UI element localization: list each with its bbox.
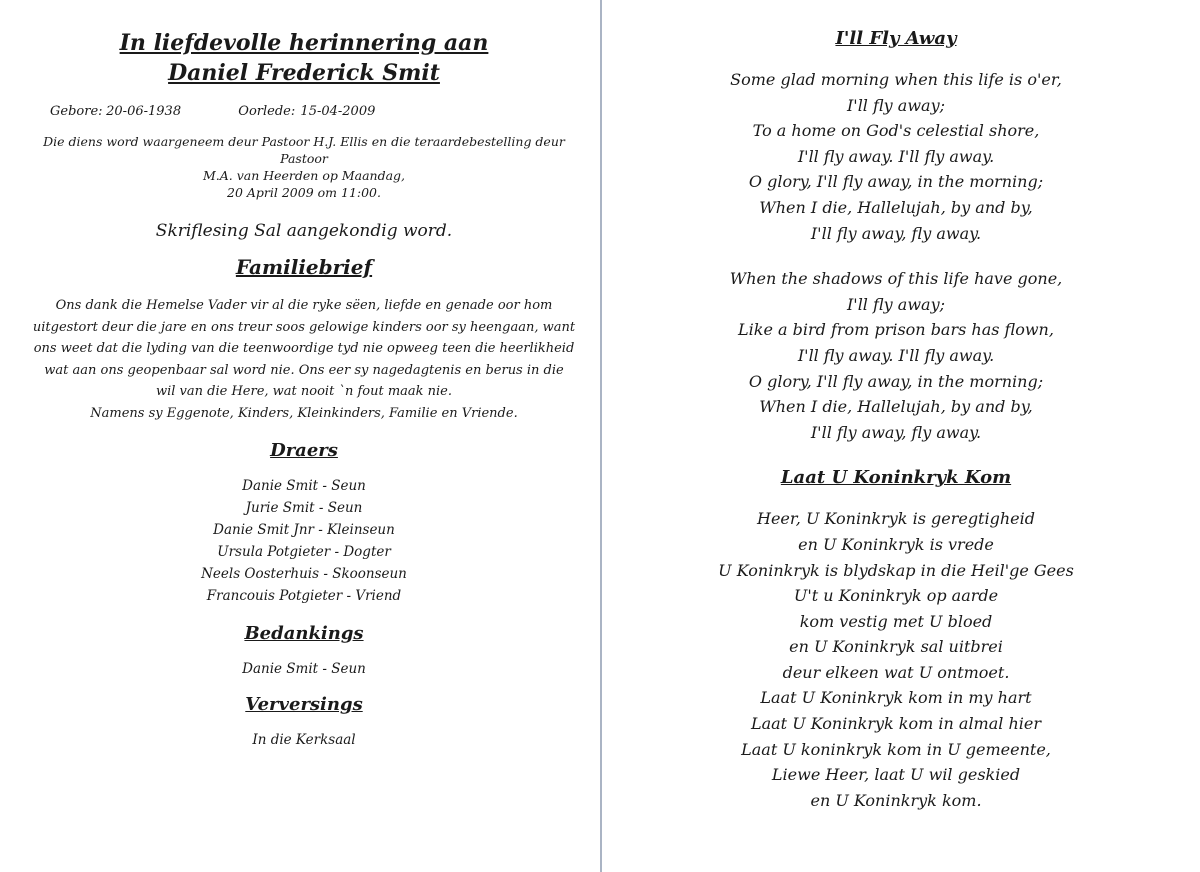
pallbearers-list <box>30 475 578 607</box>
list-item: Neels Oosterhuis - Skoonseun <box>201 566 407 582</box>
list-item: Francouis Potgieter - Vriend <box>206 588 402 604</box>
hymn1-verse1 <box>622 67 1170 246</box>
verse-line: I'll fly away. I'll fly away. <box>797 345 995 365</box>
family-letter-line: Ons dank die Hemelse Vader vir al die ryke sëen, liefde en genade oor hom <box>55 298 553 313</box>
verse-line: Laat U Koninkryk kom in my hart <box>760 688 1032 708</box>
scripture-note: Skriflesing Sal aangekondig word. <box>155 221 453 241</box>
verse-line: I'll fly away; <box>846 294 946 314</box>
verse-line: When the shadows of this life have gone, <box>729 269 1063 289</box>
died-date: 15-04-2009 <box>300 104 376 119</box>
list-item: Danie Smit - Seun <box>242 478 366 494</box>
verse-line: Heer, U Koninkryk is geregtigheid <box>757 509 1035 529</box>
verse-line: To a home on God's celestial shore, <box>752 121 1040 141</box>
verse-line: kom vestig met U bloed <box>799 611 993 631</box>
pallbearers-heading: Draers <box>270 440 338 461</box>
service-line: M.A. van Heerden op Maandag, <box>202 168 406 183</box>
verse-line: en U Koninkryk sal uitbrei <box>789 637 1003 657</box>
family-letter-line: uitgestort deur die jare en ons treur soos gelowige kinders oor sy heengaan, want <box>32 319 576 335</box>
verse-line: I'll fly away, fly away. <box>810 223 982 243</box>
list-item: Ursula Potgieter - Dogter <box>217 544 391 560</box>
born-label: Gebore: <box>50 104 103 119</box>
hymn1-verse2 <box>622 266 1170 445</box>
verse-line: Laat U koninkryk kom in U gemeente, <box>741 739 1051 759</box>
hymn2-title: Laat U Koninkryk Kom <box>780 467 1012 489</box>
family-letter-line: Namens sy Eggenote, Kinders, Kleinkinders, Familie en Vriende. <box>90 405 518 421</box>
verse-line: Like a bird from prison bars has flown, <box>738 320 1054 340</box>
memorial-title-line1: In liefdevolle herinnering aan <box>119 30 489 56</box>
verse-line: U Koninkryk is blydskap in die Heil'ge Gees <box>718 560 1074 580</box>
verse-line: Laat U Koninkryk kom in almal hier <box>750 714 1042 734</box>
service-details <box>30 133 578 201</box>
left-page <box>30 28 578 751</box>
verse-line: Liewe Heer, laat U wil geskied <box>771 765 1021 785</box>
verse-line: O glory, I'll fly away, in the morning; <box>748 371 1044 391</box>
verse-line: I'll fly away, fly away. <box>810 422 982 442</box>
hymn2-lyrics <box>622 506 1170 813</box>
page-fold-divider <box>600 0 602 872</box>
family-letter-body <box>30 295 578 424</box>
right-page <box>622 28 1170 813</box>
service-line: Die diens word waargeneem deur Pastoor H.J. Ellis en die teraardebestelling deur Pastoor <box>43 134 565 166</box>
verse-line: deur elkeen wat U ontmoet. <box>782 662 1010 682</box>
verse-line: en U Koninkryk kom. <box>810 790 982 810</box>
memorial-title <box>30 28 578 88</box>
verse-line: U't u Koninkryk op aarde <box>793 586 999 606</box>
life-dates <box>30 104 578 119</box>
thanks-heading: Bedankings <box>244 623 364 644</box>
hymn1-title: I'll Fly Away <box>835 28 957 49</box>
thanks-text: Danie Smit - Seun <box>242 661 366 677</box>
refreshments-text: In die Kerksaal <box>252 732 356 748</box>
died-label: Oorlede: <box>238 104 296 119</box>
verse-line: When I die, Hallelujah, by and by, <box>759 197 1033 217</box>
verse-line: O glory, I'll fly away, in the morning; <box>748 172 1044 192</box>
list-item: Danie Smit Jnr - Kleinseun <box>213 522 395 538</box>
family-letter-line: wat aan ons geopenbaar sal word nie. Ons eer sy nagedagtenis en berus in die <box>44 362 564 378</box>
verse-line: I'll fly away. I'll fly away. <box>797 146 995 166</box>
verse-line: I'll fly away; <box>846 95 946 115</box>
verse-line: When I die, Hallelujah, by and by, <box>759 397 1033 417</box>
family-letter-line: ons weet dat die lyding van die teenwoordige tyd nie opweeg teen die heerlikheid <box>33 341 575 356</box>
refreshments-heading: Verversings <box>245 694 363 715</box>
verse-line: en U Koninkryk is vrede <box>798 534 994 554</box>
family-letter-line: wil van die Here, wat nooit `n fout maak nie. <box>155 384 453 399</box>
born-date: 20-06-1938 <box>106 104 182 119</box>
deceased-name: Daniel Frederick Smit <box>168 60 440 86</box>
service-line: 20 April 2009 om 11:00. <box>227 185 381 200</box>
family-letter-heading: Familiebrief <box>235 255 373 279</box>
list-item: Jurie Smit - Seun <box>245 500 363 516</box>
verse-line: Some glad morning when this life is o'er, <box>730 70 1062 89</box>
